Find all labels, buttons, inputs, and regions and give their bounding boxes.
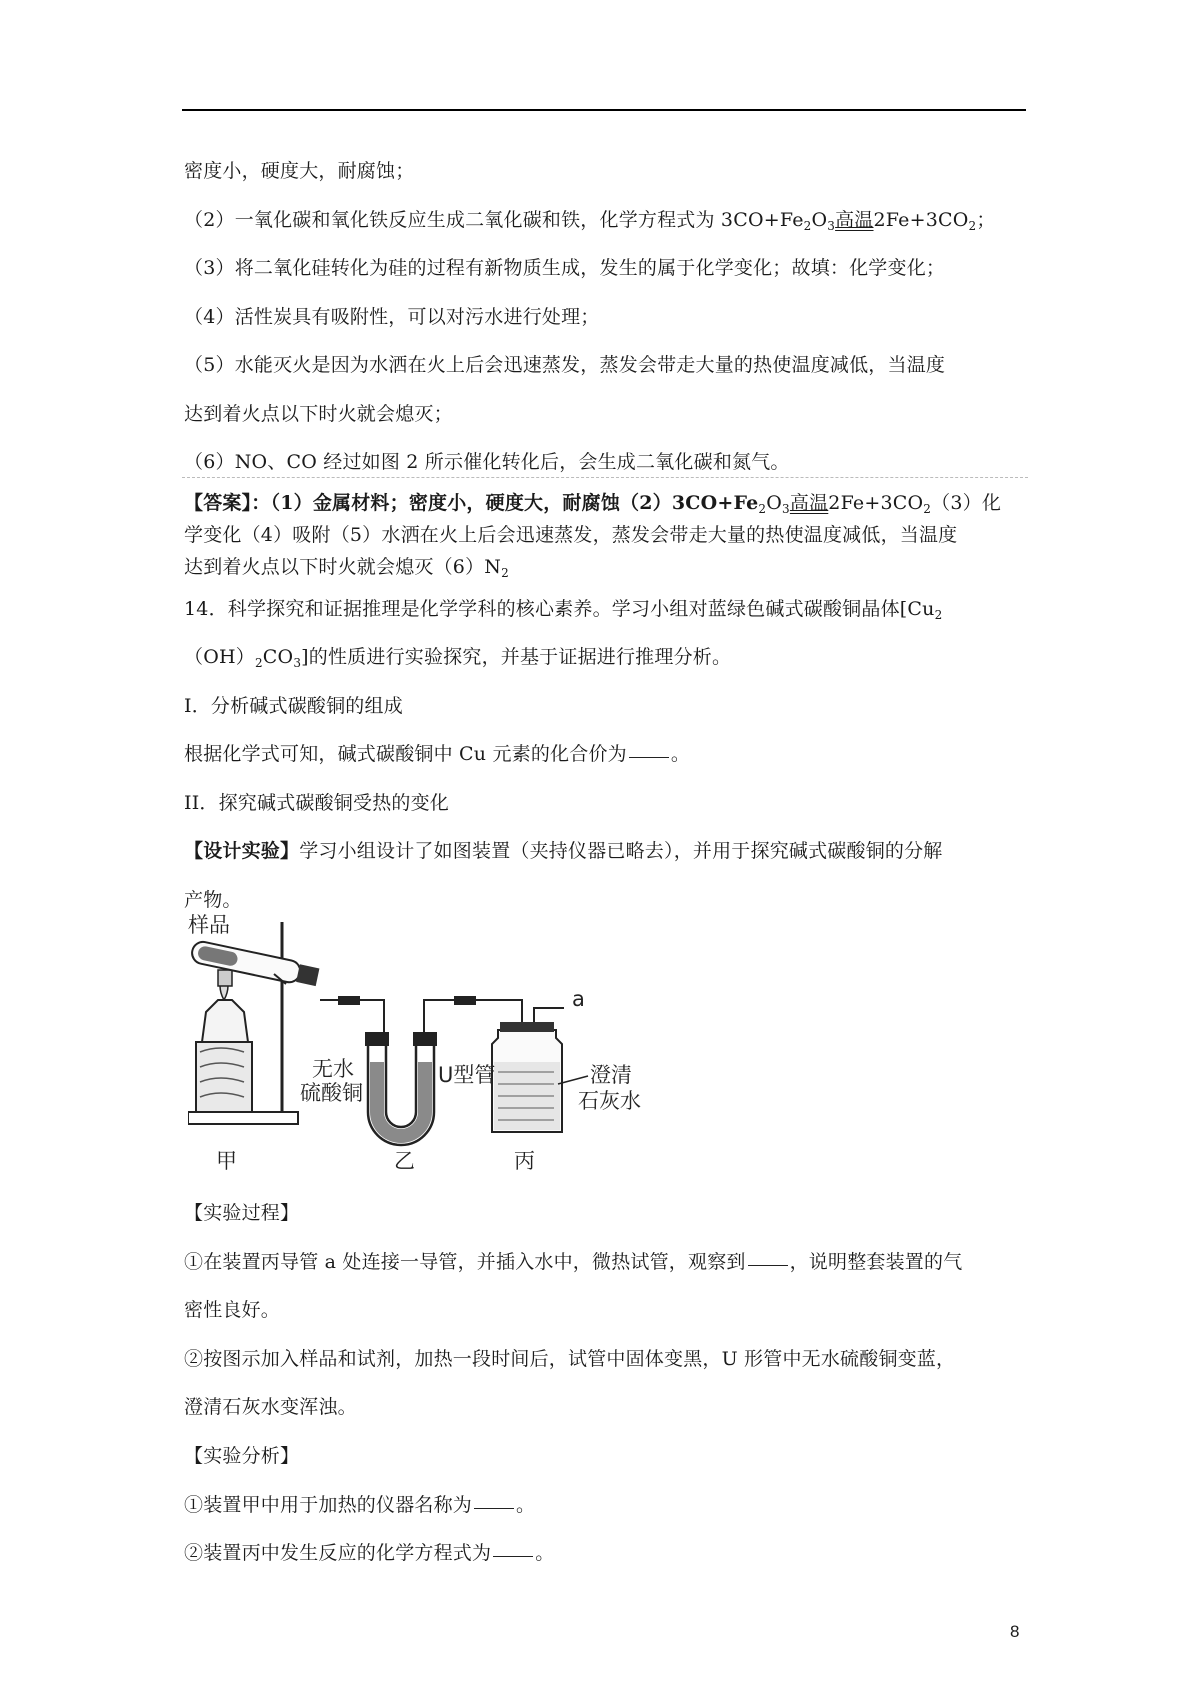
label-sample: 样品 xyxy=(188,913,230,937)
label-limewater: 澄清 xyxy=(590,1063,632,1087)
label-a: a xyxy=(572,987,585,1011)
label-jia: 甲 xyxy=(216,1149,237,1173)
question-line: 产物。 xyxy=(184,889,242,911)
answer-line: 学变化（4）吸附（5）水洒在火上后会迅速蒸发，蒸发会带走大量的热使温度减低，当温度 xyxy=(184,524,958,546)
section-heading: 【实验分析】 xyxy=(184,1445,300,1467)
answer-line: 达到着火点以下时火就会熄灭$(6)N_2$ xyxy=(184,556,509,580)
text-line: （5）水能灭火是因为水洒在火上后会迅速蒸发，蒸发会带走大量的热使温度减低，当温度 xyxy=(184,354,946,376)
section-heading: II．探究碱式碳酸铜受热的变化 xyxy=(184,792,450,814)
label-limewater: 石灰水 xyxy=(578,1089,641,1113)
text-line: （2）一氧化碳和氧化铁反应生成二氧化碳和铁，化学方程式为 $3CO+Fe_2O_3$高温$2Fe+3CO_2$； xyxy=(184,209,996,233)
section-heading: 【实验过程】 xyxy=(184,1202,300,1224)
text-line: 达到着火点以下时火就会熄灭； xyxy=(184,403,453,425)
question-line: 14．科学探究和证据推理是化学学科的核心素养。学习小组对蓝绿色碱式碳酸铜晶体[$Cu_2$ xyxy=(184,598,943,622)
question-line: $(OH)_2CO_3$]的性质进行实验探究，并基于证据进行推理分析。 xyxy=(184,646,732,670)
stand-base xyxy=(188,1112,298,1124)
question-line: ①装置甲中用于加热的仪器名称为 。 xyxy=(184,1494,536,1516)
reaction-condition: 高温 xyxy=(789,492,829,514)
anhydrous-copper-sulfate xyxy=(370,1062,432,1143)
reaction-condition: 高温 xyxy=(835,209,874,231)
text-line: 密度小，硬度大，耐腐蚀； xyxy=(184,160,415,182)
test-tube xyxy=(190,940,302,984)
label-bing: 丙 xyxy=(514,1149,535,1173)
label-anhydrous: 无水 xyxy=(312,1057,354,1081)
answer-blank xyxy=(474,1508,514,1509)
label-anhydrous: 硫酸铜 xyxy=(300,1081,363,1105)
answer-blank xyxy=(629,757,669,758)
text-line: （4）活性炭具有吸附性，可以对污水进行处理； xyxy=(184,306,600,328)
label-yi: 乙 xyxy=(394,1149,415,1173)
label-utube: U型管 xyxy=(438,1063,496,1087)
question-line: 根据化学式可知，碱式碳酸铜中 Cu 元素的化合价为 。 xyxy=(184,743,691,765)
question-line: ②装置丙中发生反应的化学方程式为 。 xyxy=(184,1542,555,1564)
question-line: ②按图示加入样品和试剂，加热一段时间后，试管中固体变黑，U 形管中无水硫酸铜变蓝， xyxy=(184,1348,956,1370)
section-heading: I．分析碱式碳酸铜的组成 xyxy=(184,695,403,717)
question-line: 密性良好。 xyxy=(184,1299,281,1321)
answer-blank xyxy=(493,1556,533,1557)
answer-blank xyxy=(748,1265,788,1266)
question-line: ①在装置丙导管 a 处连接一导管，并插入水中，微热试管，观察到 ，说明整套装置的气 xyxy=(184,1251,963,1273)
page-number: 8 xyxy=(1010,1622,1020,1641)
alcohol-lamp xyxy=(202,1000,248,1042)
question-line: 澄清石灰水变浑浊。 xyxy=(184,1396,357,1418)
stopper xyxy=(296,964,319,986)
text-line: （6）NO、CO 经过如图 2 所示催化转化后，会生成二氧化碳和氮气。 xyxy=(184,451,790,473)
answer-line: 【答案】：（1）金属材料；密度小，硬度大，耐腐蚀$(2)3CO+Fe_2O_3$高温$2Fe+3CO_2(3)$化 xyxy=(184,492,1002,516)
apparatus-figure xyxy=(188,912,708,1184)
header-rule xyxy=(182,109,1026,111)
question-line: 【设计实验】学习小组设计了如图装置（夹持仪器已略去），并用于探究碱式碳酸铜的分解 xyxy=(184,840,943,862)
text-line: （3）将二氧化硅转化为硅的过程有新物质生成，发生的属于化学变化；故填：化学变化； xyxy=(184,257,946,279)
